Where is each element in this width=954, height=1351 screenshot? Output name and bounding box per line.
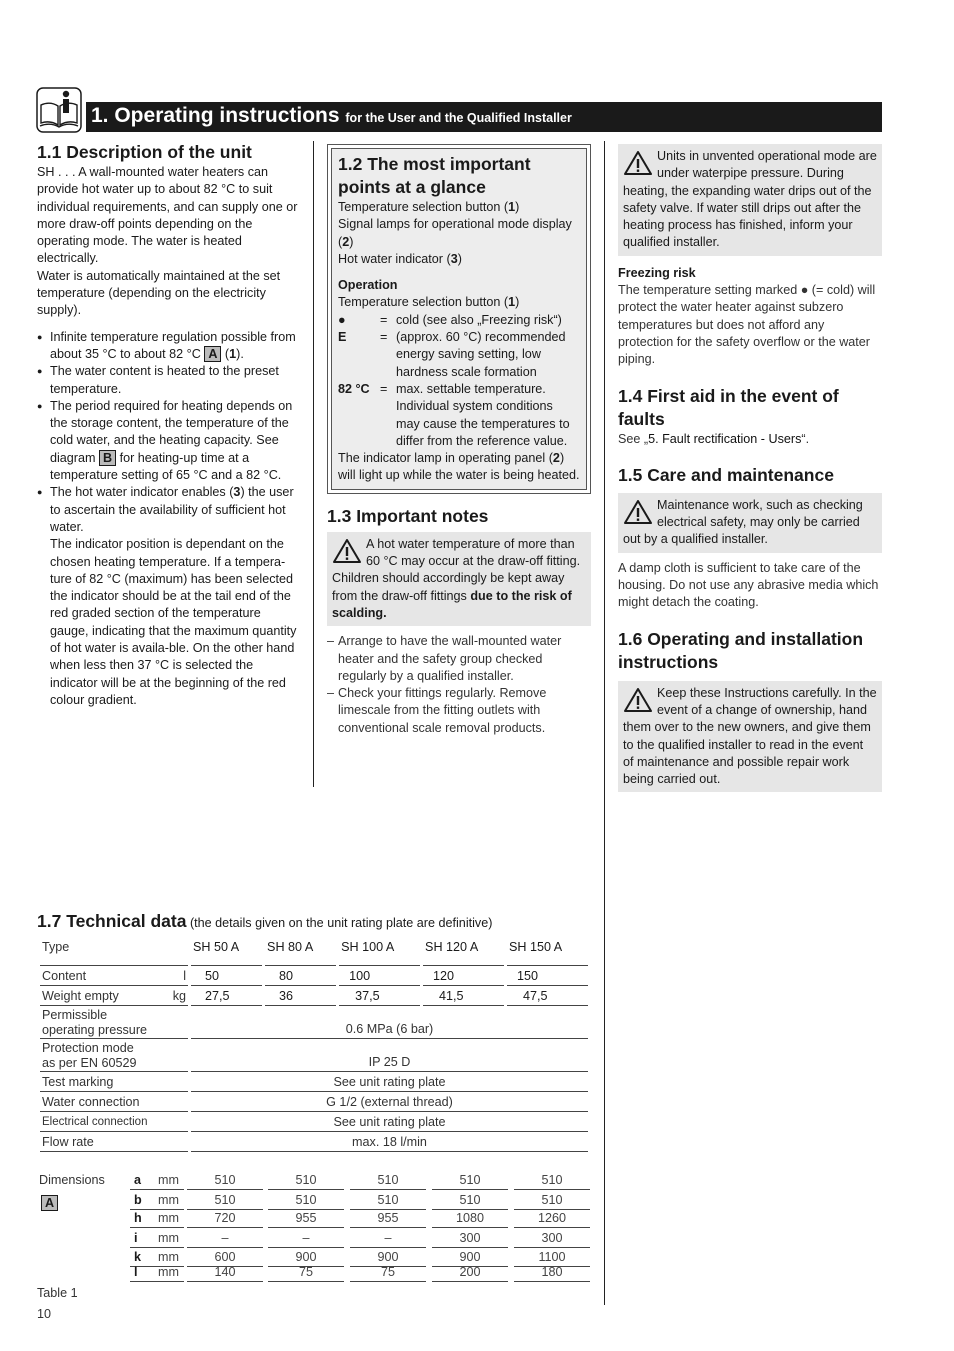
dimension-key: h (134, 1211, 142, 1225)
first-aid-text: See „5. Fault rectification - Users“. (618, 431, 810, 446)
list-item: ● The period required for heating depends on the storage content, the temperature of the cold water, and the heating capacity. See diagram B for heating-up time at a temperature setting of 65 °C and a 82 °C. (37, 398, 299, 484)
diagram-a-badge: A (41, 1195, 58, 1211)
warning-icon (623, 687, 653, 713)
dimension-cell: 180 (514, 1264, 590, 1282)
column-divider (313, 141, 314, 787)
description-section (37, 141, 299, 709)
setting-row: ● = cold (see also „Freezing risk“) (338, 312, 562, 327)
dimension-unit: mm (158, 1211, 179, 1225)
freezing-risk-text: The temperature setting marked ● (= cold) will protect the water heater against subzero temperatures but does not afford any protection for the safety overflow or the water piping. (618, 283, 876, 367)
dimension-unit: mm (158, 1250, 179, 1264)
technical-data-heading: 1.7 Technical data (the details given on the unit rating plate are definitive) (37, 911, 493, 931)
column-divider (604, 141, 605, 1305)
maintenance-notes (327, 633, 591, 737)
dimension-cell: 300 (432, 1230, 508, 1248)
dimension-cell: 140 (187, 1264, 263, 1282)
dimension-unit: mm (158, 1231, 179, 1245)
dimension-key: k (134, 1250, 142, 1264)
table-row: Weight empty kg 27,5 36 37,5 41,5 47,5 (40, 986, 588, 1006)
dimension-cell: 720 (187, 1210, 263, 1228)
dimension-key: l (134, 1265, 138, 1279)
list-item: ● The hot water indicator enables (3) the user to ascertain the availability of sufficient hot water. The indicator position is dependant on the chosen heating temperature. If a tempera-ture of 82 °C (maximum) has been selected the indicator should be at the tail end of the red graded section of the temperature gauge, indicating that the maximum quantity of hot water is availa-ble. On the other hand when less then 37 °C is selected the indicator will be at the beginning of the red colour gradient. (37, 484, 299, 709)
safety-section (618, 144, 882, 792)
dimension-key: i (134, 1231, 138, 1245)
section-header-bar (86, 102, 882, 132)
list-item: – Arrange to have the wall-mounted water heater and the safety group checked regularly by a qualified installer. (327, 633, 591, 685)
dimension-unit: mm (158, 1265, 179, 1279)
dimension-cell: 1100 (514, 1249, 590, 1267)
first-aid-heading: 1.4 First aid in the event of faults (618, 385, 839, 429)
table-row: Test marking See unit rating plate (40, 1072, 588, 1092)
table-row: Type SH 50 A SH 80 A SH 100 A SH 120 A SH 150 A (40, 939, 588, 966)
diagram-a-badge: A (204, 346, 221, 362)
overview-box: 1.2 The most important points at a glance Temperature selection button (1) Signal lamps for operational mode display (2) Hot water indicator (3) Operation Temperature selection button (1) ● = cold (see also „Freezing risk“) E = (approx. 60 °C) recommended energy saving setting, low hardness scale formation 82 °C = max. settable temperature. Individual system conditions may cause the temperatures to differ from the reference value. The indicator lamp in operating panel (2) will light up while the water is being heated. (327, 144, 591, 494)
setting-row: E = (approx. 60 °C) recommended energy saving setting, low hardness scale formation (338, 330, 566, 379)
list-item: – Check your fittings regularly. Remove limescale from the fitting outlets with conventional scale removal products. (327, 685, 591, 737)
dimension-cell: 1260 (514, 1210, 590, 1228)
dimension-cell: 1080 (432, 1210, 508, 1228)
dimension-cell: – (268, 1230, 344, 1248)
dimension-key: a (134, 1173, 142, 1187)
page-number: 10 (37, 1307, 52, 1321)
dimension-cell: 510 (268, 1192, 344, 1210)
maintenance-warning: Maintenance work, such as checking electrical safety, may only be carried out by a qualified installer. (618, 493, 882, 553)
diagram-b-badge: B (99, 450, 116, 466)
table-row: Content l 50 80 100 120 150 (40, 966, 588, 986)
keep-instructions-warning: Keep these Instructions carefully. In the event of a change of ownership, hand them over to the new owners, and give them to the qualified installer to read in the event of maintenance and possible repair work being carried out. (618, 681, 882, 793)
table-row: Permissible operating pressure 0.6 MPa (6 bar) (40, 1006, 588, 1039)
dimension-cell: – (187, 1230, 263, 1248)
user-manual-icon (36, 87, 82, 133)
row-rule (130, 1281, 184, 1282)
table-caption: Table 1 (37, 1286, 78, 1300)
list-item: ● The water content is heated to the preset temperature. (37, 363, 299, 398)
setting-row: 82 °C = max. settable temperature. Individual system conditions may cause the temperatures to differ from the reference value. (338, 381, 570, 448)
dimension-unit: mm (158, 1193, 179, 1207)
dimension-cell: 510 (514, 1192, 590, 1210)
dimension-cell: 510 (268, 1172, 344, 1190)
operation-title: Operation (338, 278, 398, 293)
instructions-heading: 1.6 Operating and installation instructions (618, 628, 864, 672)
dimension-cell: 900 (268, 1249, 344, 1267)
row-rule (130, 1247, 184, 1248)
row-rule (130, 1227, 184, 1228)
dimension-cell: 510 (514, 1172, 590, 1190)
description-heading: 1.1 Description of the unit (37, 142, 252, 162)
overview-section (327, 144, 591, 737)
table-row: Electrical connection See unit rating plate (40, 1112, 588, 1132)
dimension-cell: 75 (350, 1264, 426, 1282)
table-row: Protection mode as per EN 60529 IP 25 D (40, 1039, 588, 1072)
warning-icon (623, 499, 653, 525)
dimension-cell: 200 (432, 1264, 508, 1282)
list-item: ● Infinite temperature regulation possible from about 35 °C to about 82 °C A (1). (37, 329, 299, 364)
dimensions-label: Dimensions (39, 1173, 105, 1187)
page-title: 1. Operating instructions for the User and the Qualified Installer (91, 104, 572, 127)
dimension-unit: mm (158, 1173, 179, 1187)
freezing-risk-title: Freezing risk (618, 265, 696, 280)
care-text: A damp cloth is sufficient to take care of the housing. Do not use any abrasive media which might detach the coating. (618, 560, 879, 610)
dimension-cell: 600 (187, 1249, 263, 1267)
page-subtitle: for the User and the Qualified Installer (345, 111, 572, 125)
technical-data-table (37, 939, 591, 1152)
scalding-warning: A hot water temperature of more than 60 °C may occur at the draw-off fitting. Children should accordingly be kept away from the draw-off fittings due to the risk of scalding. (327, 532, 591, 626)
overview-heading: 1.2 The most important points at a glance (338, 154, 531, 197)
dimension-cell: 955 (350, 1210, 426, 1228)
dimension-cell: 510 (432, 1192, 508, 1210)
pressure-warning: Units in unvented operational mode are under waterpipe pressure. During heating, the expanding water drips out of the safety valve. If water still drips out after the heating process has finished, inform your qualified installer. (618, 144, 882, 256)
dimension-cell: 510 (432, 1172, 508, 1190)
description-para1: SH . . . A wall-mounted water heaters can provide hot water up to about 82 °C to suit individual requirements, and can supply one or more draw-off points depending on the operating mode. The water is heated electrically. (37, 165, 298, 266)
dimension-cell: 900 (432, 1249, 508, 1267)
description-para2: Water is automatically maintained at the set temperature (depending on the electricity supply). (37, 268, 281, 318)
dimension-cell: 510 (350, 1172, 426, 1190)
dimension-cell: 510 (187, 1192, 263, 1210)
warning-icon (623, 150, 653, 176)
table-row: Water connection G 1/2 (external thread) (40, 1092, 588, 1112)
dimension-cell: 300 (514, 1230, 590, 1248)
dimension-cell: 510 (350, 1192, 426, 1210)
important-notes-heading: 1.3 Important notes (327, 505, 489, 526)
dimension-cell: – (350, 1230, 426, 1248)
table-row: Flow rate max. 18 l/min (40, 1132, 588, 1152)
warning-icon (332, 538, 362, 564)
dimension-cell: 955 (268, 1210, 344, 1228)
dimension-cell: 510 (187, 1172, 263, 1190)
description-bullets (37, 329, 299, 710)
dimension-cell: 900 (350, 1249, 426, 1267)
row-rule (130, 1189, 184, 1190)
dimension-key: b (134, 1193, 142, 1207)
dimension-cell: 75 (268, 1264, 344, 1282)
care-heading: 1.5 Care and maintenance (618, 464, 834, 485)
